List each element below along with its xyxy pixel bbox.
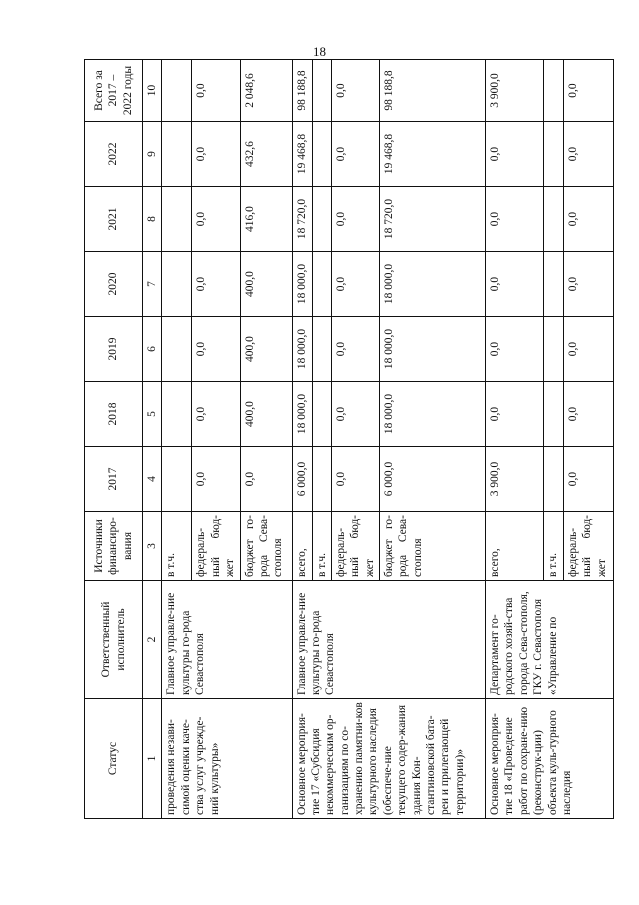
- header-2017: 2017: [85, 447, 143, 512]
- source-cell: в т.ч.: [312, 512, 331, 581]
- year-value-cell: 0,0: [564, 317, 614, 382]
- year-value-cell: 0,0: [331, 447, 379, 512]
- col-index: 9: [143, 122, 162, 187]
- col-index: 2: [143, 581, 162, 699]
- total-value-cell: 0,0: [331, 60, 379, 122]
- year-value-cell: [162, 122, 192, 187]
- year-value-cell: [162, 382, 192, 447]
- year-value-cell: 0,0: [331, 317, 379, 382]
- year-value-cell: 0,0: [564, 122, 614, 187]
- year-value-cell: [544, 447, 564, 512]
- year-value-cell: 0,0: [564, 252, 614, 317]
- year-value-cell: [544, 317, 564, 382]
- year-value-cell: 0,0: [486, 187, 544, 252]
- year-value-cell: [312, 382, 331, 447]
- year-value-cell: 3 900,0: [486, 447, 544, 512]
- table-row: [486, 60, 544, 819]
- year-value-cell: [162, 447, 192, 512]
- year-value-cell: [544, 122, 564, 187]
- total-value-cell: 0,0: [564, 60, 614, 122]
- year-value-cell: 0,0: [486, 122, 544, 187]
- header-2019: 2019: [85, 317, 143, 382]
- year-value-cell: 400,0: [240, 317, 292, 382]
- year-value-cell: [162, 187, 192, 252]
- year-value-cell: [544, 252, 564, 317]
- executor-cell: Главное управле-ние культуры го-рода Севастополя: [162, 581, 292, 699]
- table-row: [162, 60, 192, 819]
- source-cell: федераль-ный бюд-жет: [564, 512, 614, 581]
- year-value-cell: 18 000,0: [380, 317, 486, 382]
- header-sources: Источники финансиро-вания: [85, 512, 143, 581]
- header-row: [85, 60, 143, 819]
- header-total: Всего за 2017 – 2022 годы: [85, 60, 143, 122]
- header-2021: 2021: [85, 187, 143, 252]
- source-cell: бюджет го-рода Сева-стополя: [240, 512, 292, 581]
- year-value-cell: 6 000,0: [292, 447, 312, 512]
- source-cell: всего,: [486, 512, 544, 581]
- year-value-cell: [312, 447, 331, 512]
- source-cell: в т.ч.: [544, 512, 564, 581]
- col-index: 4: [143, 447, 162, 512]
- year-value-cell: 0,0: [564, 382, 614, 447]
- year-value-cell: [312, 187, 331, 252]
- source-cell: в т.ч.: [162, 512, 192, 581]
- col-index: 8: [143, 187, 162, 252]
- total-value-cell: 98 188,8: [380, 60, 486, 122]
- year-value-cell: 18 720,0: [380, 187, 486, 252]
- year-value-cell: 0,0: [192, 447, 240, 512]
- rotated-table-area: [84, 60, 608, 819]
- col-index: 6: [143, 317, 162, 382]
- year-value-cell: [544, 382, 564, 447]
- year-value-cell: [544, 187, 564, 252]
- table-body: [162, 60, 614, 819]
- header-executor: Ответственный исполнитель: [85, 581, 143, 699]
- year-value-cell: [312, 317, 331, 382]
- year-value-cell: 18 000,0: [380, 382, 486, 447]
- year-value-cell: 0,0: [192, 187, 240, 252]
- header-2020: 2020: [85, 252, 143, 317]
- year-value-cell: 416,0: [240, 187, 292, 252]
- year-value-cell: 0,0: [486, 252, 544, 317]
- table-row: [292, 60, 312, 819]
- status-cell: Основное мероприя-тие 17 «Субсидия некоммерческим ор-ганизациям по со-хранению памятни-ков культурного наследия (обеспече-ние текущего содер-жания здания Кон-стантиновской бата-реи и прилегающей территории)»: [292, 699, 486, 819]
- year-value-cell: 0,0: [240, 447, 292, 512]
- year-value-cell: [312, 252, 331, 317]
- total-value-cell: [312, 60, 331, 122]
- year-value-cell: 400,0: [240, 382, 292, 447]
- year-value-cell: [162, 252, 192, 317]
- year-value-cell: 18 000,0: [380, 252, 486, 317]
- year-value-cell: 19 468,8: [380, 122, 486, 187]
- total-value-cell: 0,0: [192, 60, 240, 122]
- total-value-cell: [162, 60, 192, 122]
- year-value-cell: 0,0: [192, 252, 240, 317]
- total-value-cell: [544, 60, 564, 122]
- page-number: 18: [313, 44, 326, 59]
- year-value-cell: [162, 317, 192, 382]
- col-index: 3: [143, 512, 162, 581]
- source-cell: бюджет го-рода Сева-стополя: [380, 512, 486, 581]
- year-value-cell: 0,0: [331, 122, 379, 187]
- year-value-cell: 18 000,0: [292, 252, 312, 317]
- total-value-cell: 3 900,0: [486, 60, 544, 122]
- column-index-row: [143, 60, 162, 819]
- year-value-cell: 18 000,0: [292, 382, 312, 447]
- year-value-cell: 0,0: [192, 122, 240, 187]
- year-value-cell: 19 468,8: [292, 122, 312, 187]
- col-index: 10: [143, 60, 162, 122]
- year-value-cell: 6 000,0: [380, 447, 486, 512]
- col-index: 1: [143, 699, 162, 819]
- year-value-cell: 400,0: [240, 252, 292, 317]
- year-value-cell: 0,0: [486, 317, 544, 382]
- col-index: 7: [143, 252, 162, 317]
- year-value-cell: 432,6: [240, 122, 292, 187]
- header-status: Статус: [85, 699, 143, 819]
- year-value-cell: 0,0: [331, 382, 379, 447]
- year-value-cell: 0,0: [486, 382, 544, 447]
- col-index: 5: [143, 382, 162, 447]
- year-value-cell: 0,0: [564, 447, 614, 512]
- year-value-cell: 0,0: [331, 252, 379, 317]
- year-value-cell: 0,0: [564, 187, 614, 252]
- year-value-cell: 18 720,0: [292, 187, 312, 252]
- source-cell: федераль-ный бюд-жет: [331, 512, 379, 581]
- header-2022: 2022: [85, 122, 143, 187]
- executor-cell: Департамент го-родского хозяй-ства города Сева-стополя, ГКУ г. Севастополя «Управление по: [486, 581, 614, 699]
- total-value-cell: 2 048,6: [240, 60, 292, 122]
- year-value-cell: [312, 122, 331, 187]
- status-cell: Основное мероприя-тие 18 «Проведение работ по сохране-нию (реконструк-ции) объекта куль-турного наследия: [486, 699, 614, 819]
- total-value-cell: 98 188,8: [292, 60, 312, 122]
- source-cell: федераль-ный бюд-жет: [192, 512, 240, 581]
- header-2018: 2018: [85, 382, 143, 447]
- source-cell: всего,: [292, 512, 312, 581]
- year-value-cell: 0,0: [192, 317, 240, 382]
- year-value-cell: 0,0: [331, 187, 379, 252]
- year-value-cell: 0,0: [192, 382, 240, 447]
- financing-table: [84, 59, 614, 819]
- year-value-cell: 18 000,0: [292, 317, 312, 382]
- executor-cell: Главное управле-ние культуры го-рода Севастополя: [292, 581, 486, 699]
- status-cell: проведения незави-симой оценки каче-ства услуг учрежде-ний культуры»: [162, 699, 292, 819]
